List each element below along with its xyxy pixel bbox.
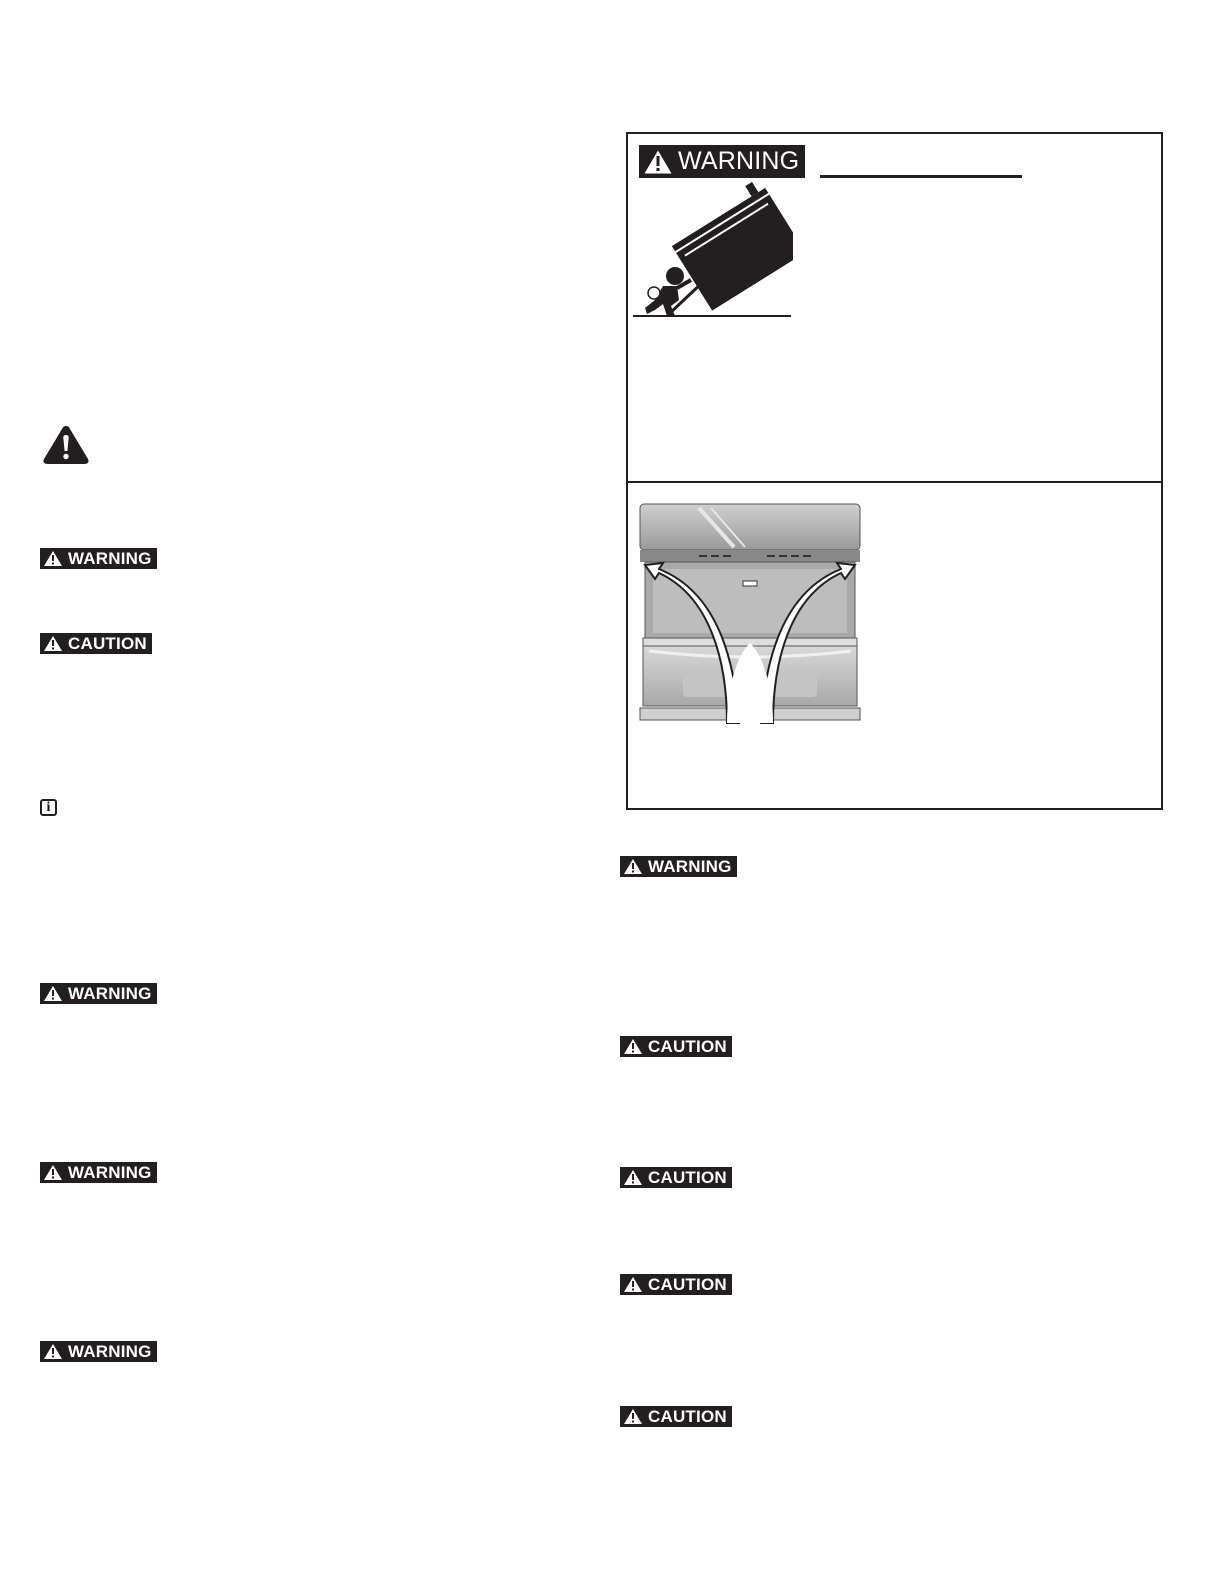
caution-badge-5	[620, 1406, 732, 1427]
caution-badge-label: CAUTION	[648, 1406, 727, 1426]
warning-triangle-icon	[623, 1038, 643, 1055]
warning-badge-1	[40, 548, 157, 569]
warning-badge-label: WARNING	[68, 548, 152, 568]
warning-badge-label: WARNING	[68, 983, 152, 1003]
warning-badge-label: WARNING	[68, 1341, 152, 1361]
tip-over-warning-label: WARNING	[678, 147, 800, 175]
warning-triangle-icon	[623, 1408, 643, 1425]
warning-triangle-icon	[42, 424, 90, 466]
warning-triangle-icon	[623, 858, 643, 875]
box-divider	[626, 481, 1163, 483]
caution-badge-2	[620, 1036, 732, 1057]
warning-badge-4	[40, 1341, 157, 1362]
warning-triangle-icon	[43, 1343, 63, 1360]
warning-badge-label: WARNING	[68, 1162, 152, 1182]
warning-triangle-icon	[623, 1169, 643, 1186]
warning-triangle-icon	[43, 635, 63, 652]
warning-triangle-icon	[643, 149, 673, 175]
caution-badge-4	[620, 1274, 732, 1295]
warning-triangle-icon	[43, 1164, 63, 1181]
caution-badge-label: CAUTION	[648, 1167, 727, 1187]
info-letter: i	[46, 800, 51, 815]
warning-badge-2	[40, 983, 157, 1004]
warning-badge-3	[40, 1162, 157, 1183]
safety-alert-symbol	[42, 424, 90, 466]
warning-badge-label: WARNING	[648, 856, 732, 876]
tip-over-warning-badge	[639, 145, 805, 178]
warning-triangle-icon	[43, 550, 63, 567]
caution-badge-label: CAUTION	[648, 1036, 727, 1056]
caution-badge-label: CAUTION	[648, 1274, 727, 1294]
caution-badge-label: CAUTION	[68, 633, 147, 653]
warning-badge-5	[620, 856, 737, 877]
caution-badge-1	[40, 633, 152, 654]
child-tipping-range-icon	[633, 182, 793, 320]
info-icon	[40, 799, 57, 816]
caution-badge-3	[620, 1167, 732, 1188]
warning-triangle-icon	[623, 1276, 643, 1293]
heading-underline	[820, 175, 1022, 178]
warning-triangle-icon	[43, 985, 63, 1002]
oven-vent-airflow-illustration	[639, 503, 862, 728]
